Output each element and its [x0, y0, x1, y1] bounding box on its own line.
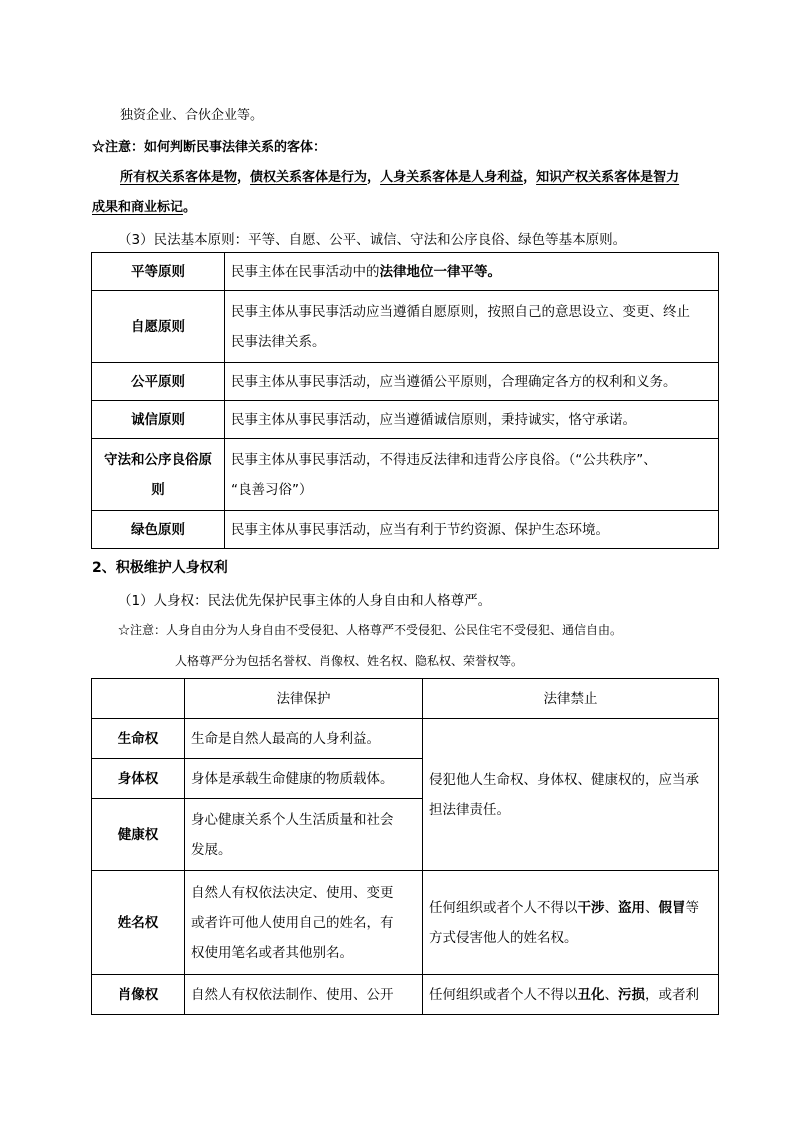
principle-desc: 民事主体从事民事活动应当遵循自愿原则，按照自己的意思设立、变更、终止 民事法律关系。 — [225, 291, 719, 363]
principle-name: 自愿原则 — [92, 291, 225, 363]
column-header — [92, 679, 185, 719]
right-protect: 自然人有权依法决定、使用、变更 或者许可他人使用自己的姓名，有 权使用笔名或者其他别名。 — [185, 871, 423, 975]
note-sep: ， — [237, 170, 251, 185]
principle-desc: 民事主体从事民事活动，不得违反法律和违背公序良俗。（“公共秩序”、 “良善习俗”） — [225, 439, 719, 511]
section-title: 2、积极维护人身权利 — [92, 560, 228, 576]
right-prohibit: 任何组织或者个人不得以丑化、污损，或者利 — [423, 975, 719, 1015]
principle-desc: 民事主体从事民事活动，应当遵循诚信原则，秉持诚实，恪守承诺。 — [225, 401, 719, 439]
table-row — [92, 511, 719, 549]
right-name: 健康权 — [92, 799, 185, 871]
personal-intro: （1）人身权：民法优先保护民事主体的人身自由和人格尊严。 — [118, 593, 492, 609]
note-sep: ， — [523, 170, 537, 185]
note-title: ☆注意：如何判断民事法律关系的客体： — [92, 140, 327, 155]
note-part-property: 所有权关系客体是物 — [120, 170, 238, 185]
right-name: 姓名权 — [92, 871, 185, 975]
right-protect: 生命是自然人最高的人身利益。 — [185, 719, 423, 759]
table-row — [92, 401, 719, 439]
table-row — [92, 871, 719, 975]
note2-line2: 人格尊严分为包括名誉权、肖像权、姓名权、隐私权、荣誉权等。 — [175, 654, 524, 668]
principle-name: 绿色原则 — [92, 511, 225, 549]
right-name: 生命权 — [92, 719, 185, 759]
note-part-ip-cont: 成果和商业标记 — [92, 200, 184, 215]
column-header: 法律禁止 — [423, 679, 719, 719]
principle-name: 公平原则 — [92, 363, 225, 401]
top-line: 独资企业、合伙企业等。 — [120, 108, 264, 123]
principle-desc: 民事主体从事民事活动，应当遵循公平原则，合理确定各方的权利和义务。 — [225, 363, 719, 401]
note-part-debt: 债权关系客体是行为 — [250, 170, 368, 185]
note-part-person: 人身关系客体是人身利益 — [380, 170, 524, 185]
principle-name: 平等原则 — [92, 253, 225, 291]
table-row — [92, 291, 719, 363]
right-protect: 身心健康关系个人生活质量和社会 发展。 — [185, 799, 423, 871]
right-prohibit: 任何组织或者个人不得以干涉、盗用、假冒等 方式侵害他人的姓名权。 — [423, 871, 719, 975]
principles-table — [91, 252, 719, 549]
table-row — [92, 719, 719, 759]
principle-desc: 民事主体在民事活动中的法律地位一律平等。 — [225, 253, 719, 291]
table-row — [92, 439, 719, 511]
table-row — [92, 253, 719, 291]
note-line-1 — [120, 166, 679, 185]
note-end: 。 — [183, 200, 197, 215]
note-part-ip: 知识产权关系客体是智力 — [536, 170, 680, 185]
rights-table — [91, 678, 719, 1015]
table-row — [92, 975, 719, 1015]
table-header-row — [92, 679, 719, 719]
right-protect: 身体是承载生命健康的物质载体。 — [185, 759, 423, 799]
table-row — [92, 363, 719, 401]
principle-desc: 民事主体从事民事活动，应当有利于节约资源、保护生态环境。 — [225, 511, 719, 549]
principle-name: 诚信原则 — [92, 401, 225, 439]
note-line-2 — [92, 196, 196, 215]
principle-name: 守法和公序良俗原则 — [92, 439, 225, 511]
note-sep: ， — [367, 170, 381, 185]
column-header: 法律保护 — [185, 679, 423, 719]
right-prohibit: 侵犯他人生命权、身体权、健康权的，应当承 担法律责任。 — [423, 719, 719, 871]
right-protect: 自然人有权依法制作、使用、公开 — [185, 975, 423, 1015]
right-name: 肖像权 — [92, 975, 185, 1015]
note2-line1: ☆注意：人身自由分为人身自由不受侵犯、人格尊严不受侵犯、公民住宅不受侵犯、通信自由。 — [118, 623, 623, 637]
right-name: 身体权 — [92, 759, 185, 799]
principles-intro: （3）民法基本原则：平等、自愿、公平、诚信、守法和公序良俗、绿色等基本原则。 — [118, 232, 627, 248]
